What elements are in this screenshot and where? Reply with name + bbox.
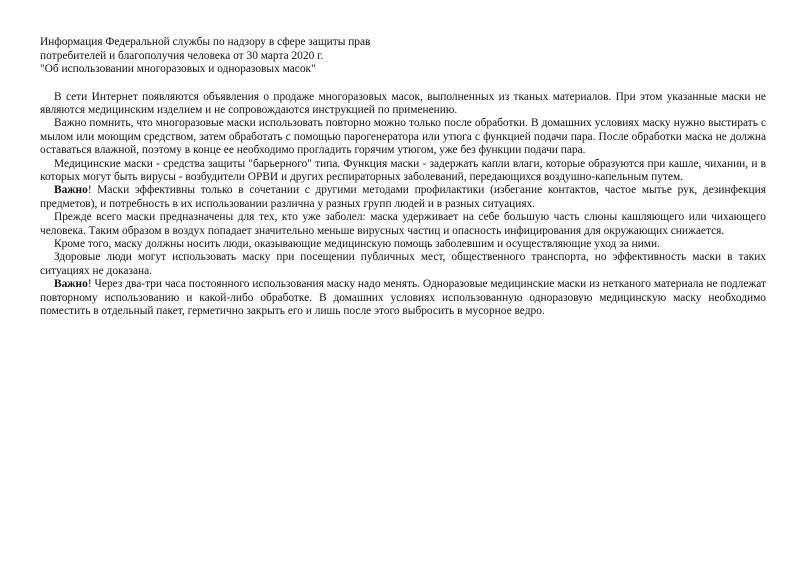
paragraph-6	[40, 238, 766, 251]
header-line-3: "Об использовании многоразовых и одноразовых масок"	[40, 63, 316, 75]
paragraph-3	[40, 158, 766, 185]
paragraph-8	[40, 278, 766, 318]
paragraph-3-text: Медицинские маски - средства защиты "барьерного" типа. Функция маски - задержать капли влаги, которые образуются при кашле, чихании, и в которых могут быть вирусы - возбудители ОРВИ и других респираторных заболеваний, передающихся воздушно-капельным путем.	[40, 157, 766, 183]
header-line-1: Информация Федеральной службы по надзору в сфере защиты прав	[40, 36, 371, 48]
paragraph-2	[40, 117, 766, 157]
document-body	[40, 91, 766, 319]
document-header	[40, 36, 460, 77]
paragraph-7	[40, 251, 766, 278]
header-line-2: потребителей и благополучия человека от 30 марта 2020 г.	[40, 49, 324, 62]
document-page	[40, 36, 766, 318]
paragraph-5	[40, 211, 766, 238]
paragraph-8-text: ! Через два-три часа постоянного использования маску надо менять. Одноразовые медицинские маски из нетканого материала не подлежат повторному использованию и какой-либо обработке. В домашних условиях использованную одноразовую медицинскую маску необходимо поместить в отдельный пакет, герметично закрыть его и лишь после этого выбросить в мусорное ведро.	[40, 278, 766, 317]
paragraph-4	[40, 184, 766, 211]
paragraph-4-text: ! Маски эффективны только в сочетании с другими методами профилактики (избегание контактов, частое мытье рук, дезинфекция предметов), и потребность в их использовании различна у разных групп людей и в разных ситуациях.	[40, 184, 766, 210]
paragraph-8-important-label: Важно	[54, 278, 88, 291]
paragraph-5-text: Прежде всего маски предназначены для тех, кто уже заболел: маска удерживает на себе большую часть слюны кашляющего или чихающего человека. Таким образом в воздух попадает значительно меньше вирусных частиц и опасность инфицирования для окружающих снижается.	[40, 211, 766, 237]
paragraph-1	[40, 91, 766, 118]
paragraph-7-text: Здоровые люди могут использовать маску при посещении публичных мест, общественного транспорта, но эффективность маски в таких ситуациях не доказана.	[40, 251, 766, 277]
paragraph-4-important-label: Важно	[54, 184, 88, 197]
paragraph-2-text: Важно помнить, что многоразовые маски использовать повторно можно только после обработки. В домашних условиях маску нужно выстирать с мылом или моющим средством, затем обработать с помощью парогенератора или утюга с функцией подачи пара. После обработки маска не должна оставаться влажной, поэтому в конце ее необходимо прогладить горячим утюгом, уже без функции подачи пара.	[40, 117, 766, 157]
paragraph-6-text: Кроме того, маску должны носить люди, оказывающие медицинскую помощь заболевшим и осуществляющие уход за ними.	[54, 237, 660, 250]
paragraph-1-text: В сети Интернет появляются объявления о продаже многоразовых масок, выполненных из тканых материалов. При этом указанные маски не являются медицинским изделием и не сопровождаются инструкцией по применению.	[40, 90, 766, 116]
